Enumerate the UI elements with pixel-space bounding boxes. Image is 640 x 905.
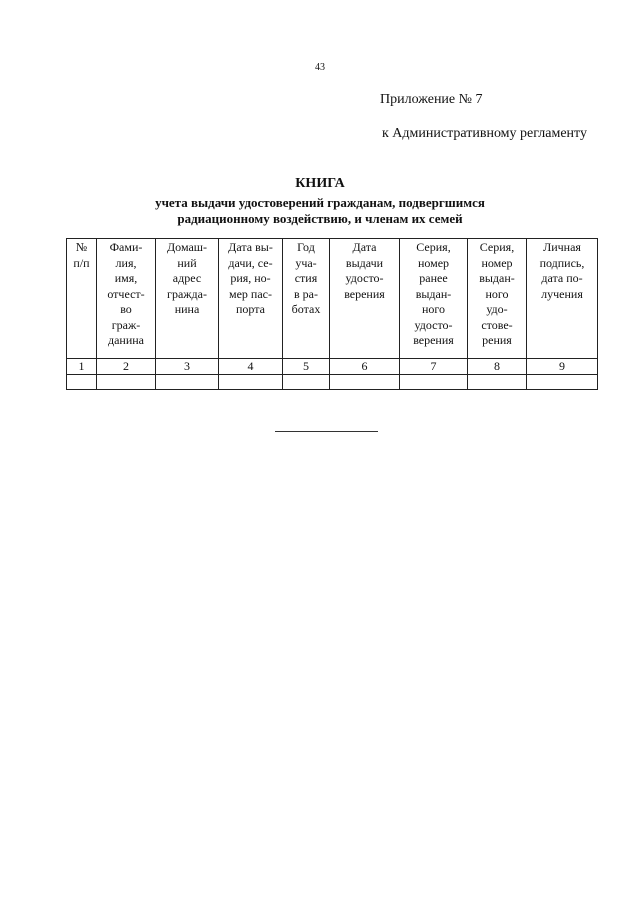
end-divider: [275, 431, 378, 432]
column-header-text: адрес: [172, 271, 202, 285]
column-header-text: ного: [421, 302, 446, 316]
column-header-text: Дата вы-: [228, 240, 273, 254]
column-header-text: выдан-: [479, 271, 515, 285]
column-header-text: Серия,: [479, 240, 515, 254]
table-cell: [330, 375, 400, 390]
column-header-text: Личная: [543, 240, 581, 254]
column-number-1: 1: [67, 359, 97, 375]
column-header-text: порта: [236, 302, 265, 316]
table-cell: [468, 375, 527, 390]
column-header-text: рения: [482, 333, 512, 347]
column-header-text: Фами-: [109, 240, 143, 254]
table-cell: [67, 375, 97, 390]
column-header-text: дачи, се-: [228, 255, 273, 270]
table-row: [67, 375, 598, 390]
column-header-text: дата по-: [541, 271, 583, 285]
column-header-text: уча-: [295, 255, 317, 270]
column-header-text: номер: [481, 255, 513, 270]
column-header-text: №: [75, 240, 88, 254]
column-header-8: [468, 239, 527, 359]
column-header-text: подпись,: [539, 255, 585, 270]
book-title: КНИГА: [295, 176, 345, 191]
column-number-6: 6: [330, 359, 400, 375]
column-header-text: удосто-: [345, 271, 384, 285]
column-header-text: Год: [297, 240, 315, 254]
column-header-text: отчест-: [107, 286, 145, 301]
column-header-text: во: [120, 302, 132, 316]
column-header-text: номер: [417, 255, 450, 270]
column-number-4: 4: [219, 359, 283, 375]
column-header-text: стия: [294, 271, 318, 285]
column-header-1: [67, 239, 97, 359]
column-number-9: 9: [527, 359, 598, 375]
column-header-text: ранее: [419, 271, 448, 285]
column-header-3: [156, 239, 219, 359]
column-header-text: гражда-: [167, 286, 207, 301]
column-header-text: стове-: [481, 317, 513, 332]
column-number-5: 5: [283, 359, 330, 375]
column-header-text: лучения: [541, 286, 583, 301]
column-header-text: ний: [177, 255, 197, 270]
column-header-4: [219, 239, 283, 359]
column-header-text: данина: [107, 333, 145, 347]
column-header-text: ного: [485, 286, 509, 301]
column-header-text: Дата: [352, 240, 377, 254]
column-header-text: имя,: [114, 271, 138, 285]
book-subtitle: [0, 195, 640, 227]
column-header-2: [97, 239, 156, 359]
column-number-8: 8: [468, 359, 527, 375]
column-number-3: 3: [156, 359, 219, 375]
column-header-text: в ра-: [294, 286, 318, 301]
register-table: [66, 238, 598, 390]
column-header-9: [527, 239, 598, 359]
column-header-text: граж-: [111, 317, 141, 332]
column-header-text: верения: [413, 333, 454, 347]
appendix-title: Приложение № 7: [380, 92, 483, 107]
table-cell: [400, 375, 468, 390]
column-header-text: удосто-: [414, 317, 453, 332]
appendix-subtitle: к Административному регламенту: [382, 126, 587, 141]
column-number-row: [67, 359, 598, 375]
column-header-text: п/п: [73, 255, 90, 270]
column-header-7: [400, 239, 468, 359]
page-number: 43: [315, 62, 325, 73]
column-header-text: верения: [344, 286, 385, 301]
column-header-text: мер пас-: [229, 286, 272, 301]
column-header-text: выдачи: [345, 255, 384, 270]
book-subtitle-line-2: радиационному воздействию, и членам их семей: [177, 211, 463, 226]
column-header-text: выдан-: [415, 286, 452, 301]
table-cell: [219, 375, 283, 390]
column-header-text: ботах: [291, 302, 321, 316]
column-header-text: удо-: [486, 302, 508, 316]
book-subtitle-line-1: учета выдачи удостоверений гражданам, подвергшимся: [155, 195, 485, 210]
column-header-5: [283, 239, 330, 359]
table-cell: [97, 375, 156, 390]
table-cell: [283, 375, 330, 390]
column-header-text: Серия,: [416, 240, 451, 254]
column-header-text: рия, но-: [230, 271, 271, 285]
table-cell: [527, 375, 598, 390]
column-number-7: 7: [400, 359, 468, 375]
table-header-row: [67, 239, 598, 359]
table-cell: [156, 375, 219, 390]
column-header-6: [330, 239, 400, 359]
column-header-text: лия,: [115, 255, 137, 270]
column-header-text: Домаш-: [166, 240, 208, 254]
column-number-2: 2: [97, 359, 156, 375]
column-header-text: нина: [174, 302, 200, 316]
